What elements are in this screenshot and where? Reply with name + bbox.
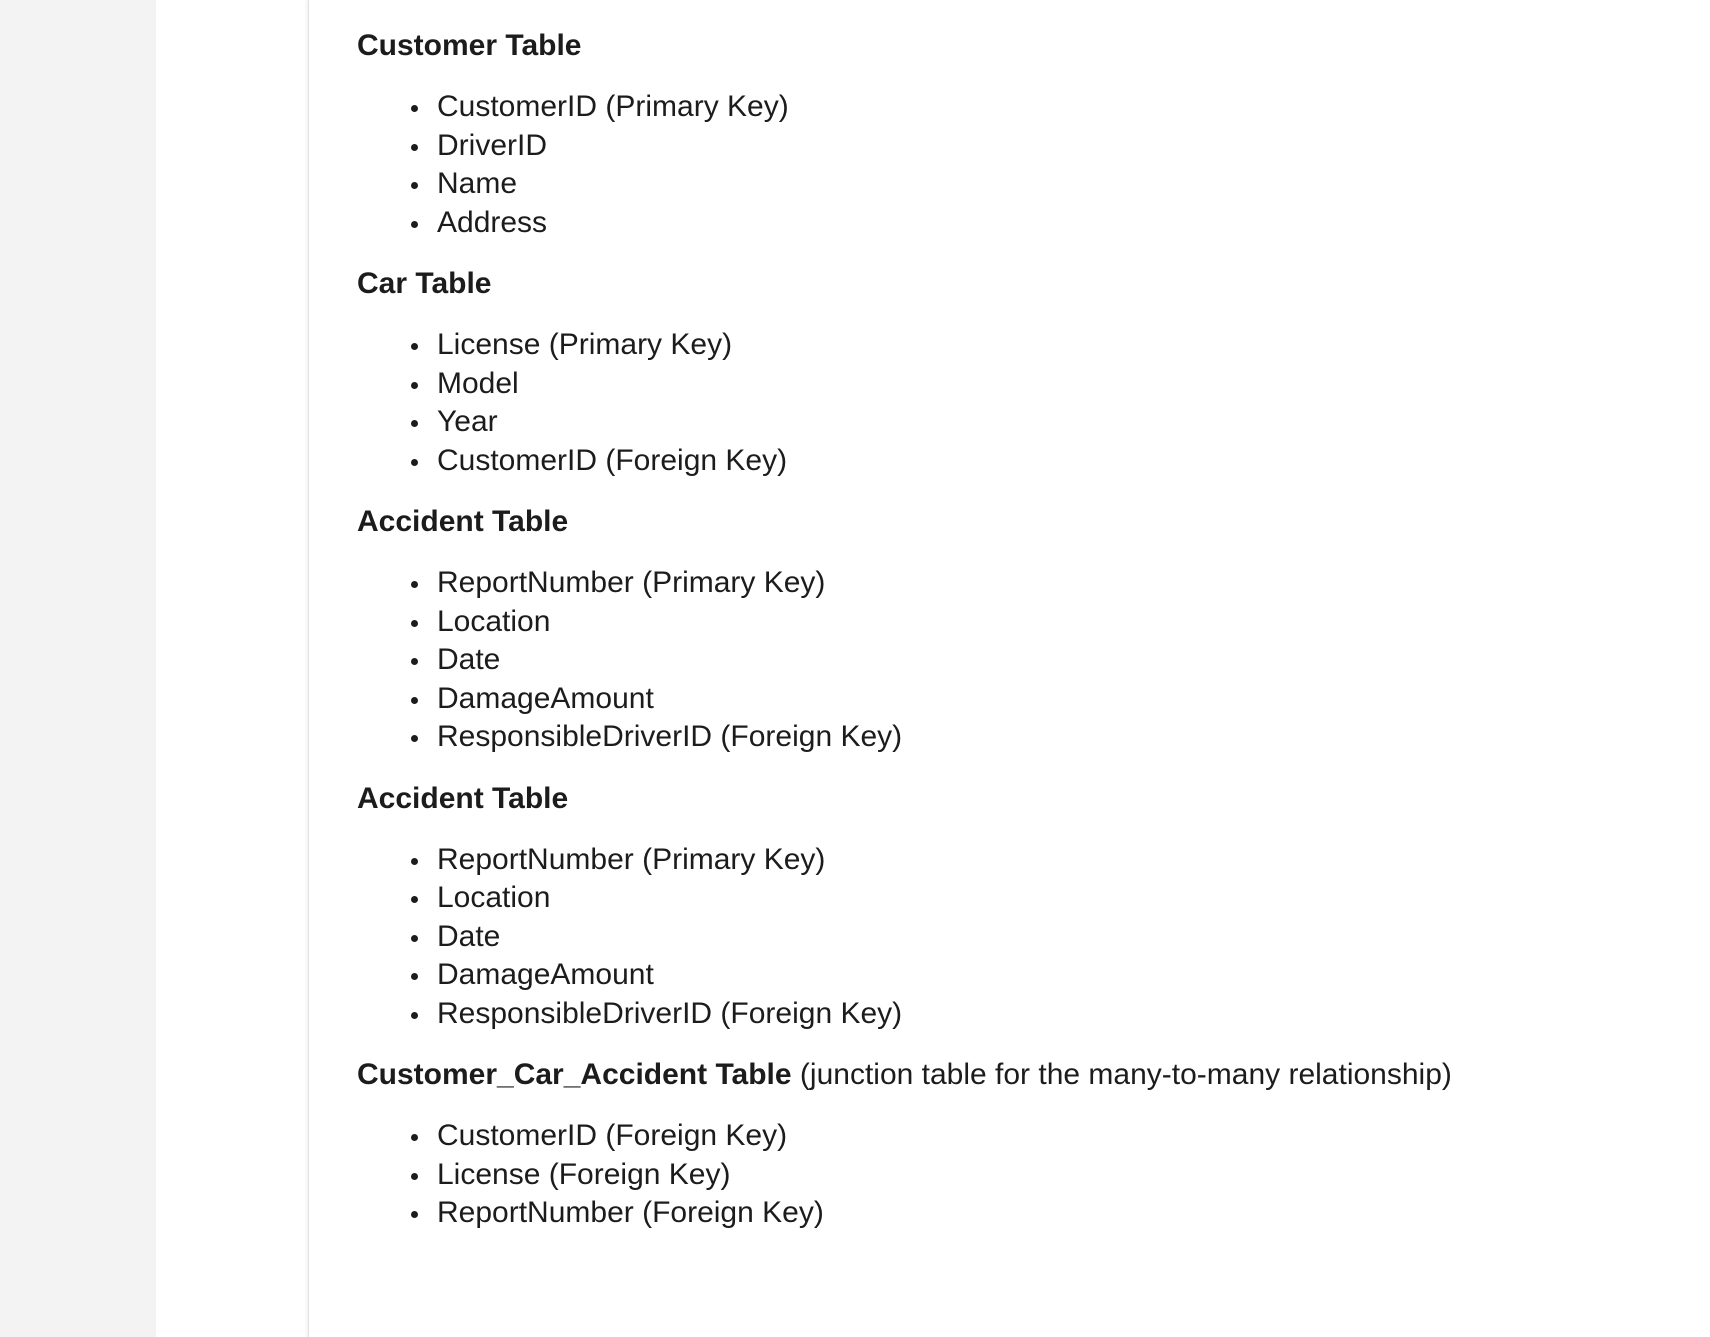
field-item: Address	[411, 204, 1677, 243]
document-page	[308, 0, 1710, 1337]
field-item: Location	[411, 603, 1677, 642]
section-customer-table	[357, 26, 1677, 242]
field-item: CustomerID (Foreign Key)	[411, 1117, 1677, 1156]
field-item: License (Primary Key)	[411, 326, 1677, 365]
section-accident-table-repeat	[357, 779, 1677, 1034]
section-title: Customer Table	[357, 29, 582, 62]
section-heading	[357, 502, 1677, 542]
field-item: Year	[411, 403, 1677, 442]
section-heading	[357, 26, 1677, 66]
field-list	[357, 1117, 1677, 1233]
section-title: Accident Table	[357, 781, 569, 815]
field-item: Name	[411, 165, 1677, 204]
field-item: ReportNumber (Foreign Key)	[411, 1194, 1677, 1233]
section-title: Customer_Car_Accident Table	[357, 1058, 792, 1091]
field-item: Date	[411, 918, 1677, 957]
field-item: Date	[411, 641, 1677, 680]
section-junction-table	[357, 1055, 1677, 1233]
field-item: ResponsibleDriverID (Foreign Key)	[411, 718, 1677, 757]
section-heading	[357, 1055, 1677, 1095]
section-car-table	[357, 264, 1677, 480]
document-content	[357, 26, 1677, 1255]
field-item: License (Foreign Key)	[411, 1156, 1677, 1195]
section-title: Car Table	[357, 267, 492, 300]
field-list	[357, 326, 1677, 480]
field-item: ResponsibleDriverID (Foreign Key)	[411, 995, 1677, 1034]
field-item: DamageAmount	[411, 956, 1677, 995]
section-heading	[357, 264, 1677, 304]
left-gutter	[0, 0, 156, 1337]
field-item: CustomerID (Primary Key)	[411, 88, 1677, 127]
field-item: DamageAmount	[411, 680, 1677, 719]
field-list	[357, 841, 1677, 1034]
field-item: ReportNumber (Primary Key)	[411, 841, 1677, 880]
field-item: ReportNumber (Primary Key)	[411, 564, 1677, 603]
section-note: (junction table for the many-to-many relationship)	[791, 1058, 1452, 1091]
field-item: Model	[411, 365, 1677, 404]
field-item: DriverID	[411, 127, 1677, 166]
field-list	[357, 564, 1677, 757]
field-item: Location	[411, 879, 1677, 918]
field-list	[357, 88, 1677, 242]
field-item: CustomerID (Foreign Key)	[411, 442, 1677, 481]
section-accident-table	[357, 502, 1677, 757]
section-title: Accident Table	[357, 505, 569, 538]
section-heading	[357, 779, 1677, 819]
